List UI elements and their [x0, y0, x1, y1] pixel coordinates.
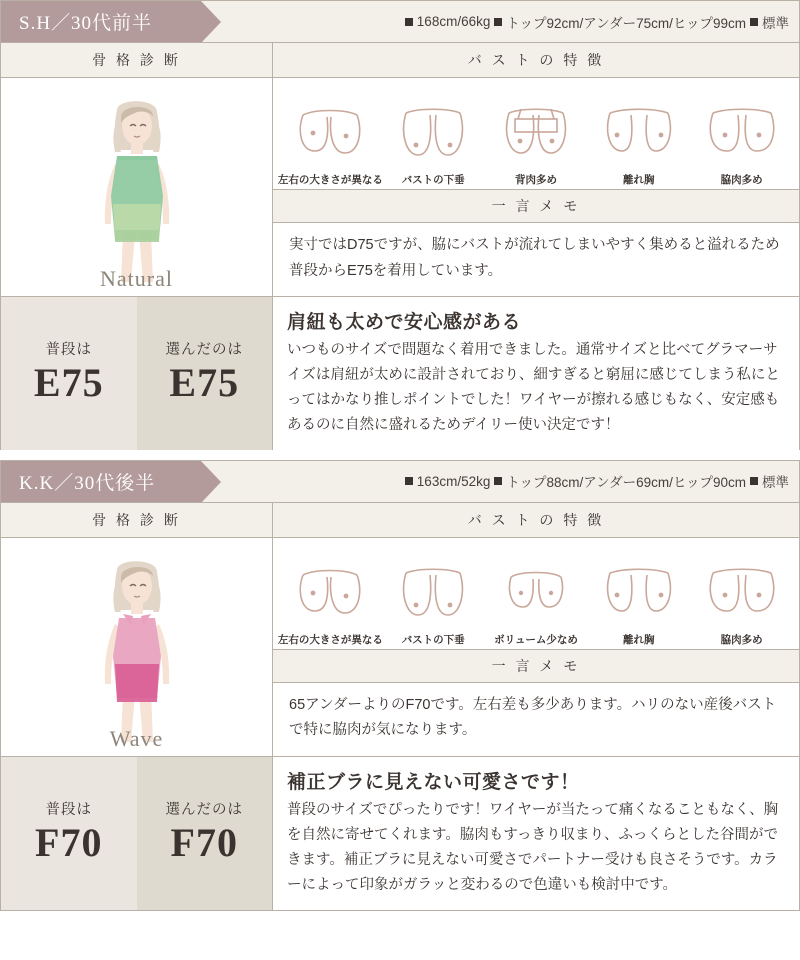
breast-uneven-icon [293, 105, 367, 169]
profile-header-1 [1, 1, 799, 43]
profile-upper-band-1 [1, 43, 799, 297]
chosen-size-value-1: E75 [169, 359, 240, 405]
memo-title-2: 一 言 メ モ [273, 649, 799, 683]
stat-build-2: 標準 [750, 471, 789, 491]
bust-feature-label: 背肉多め [514, 174, 557, 187]
skeleton-title-2: 骨 格 診 断 [1, 503, 272, 538]
usual-size-value-1: E75 [33, 359, 104, 405]
profile-lower-band-2 [1, 757, 799, 910]
breast-uneven-icon [293, 565, 367, 629]
bullet-square-icon [405, 18, 413, 26]
usual-size-cell-1 [1, 297, 137, 450]
chosen-size-value-2: F70 [170, 819, 238, 865]
bust-feature-item [693, 105, 791, 187]
bust-feature-label: 脇肉多め [720, 174, 763, 187]
bullet-square-icon [494, 18, 502, 26]
chosen-size-label-1: 選んだのは [165, 341, 243, 358]
usual-size-value-2: F70 [35, 819, 103, 865]
review-headline-1: 肩紐も太めで安心感がある [287, 312, 522, 333]
female-body-illustration-icon [47, 552, 227, 752]
bust-feature-label: 離れ胸 [623, 634, 655, 646]
memo-title-1: 一 言 メ モ [273, 189, 799, 223]
stat-measure-1: トップ92cm/アンダー75cm/ヒップ99cm [494, 12, 746, 32]
bust-feature-label: バストの下垂 [401, 174, 465, 187]
review-headline-2: 補正ブラに見えない可愛さです！ [287, 771, 580, 793]
profile-upper-band-2 [1, 503, 799, 757]
skeleton-title-1: 骨 格 診 断 [1, 43, 272, 78]
bust-feature-label: 左右の大きさが異なる [277, 174, 383, 187]
bust-feature-item [487, 105, 585, 187]
bust-feature-item [384, 105, 482, 187]
bullet-square-icon [494, 477, 502, 485]
body-figure-2 [1, 538, 272, 756]
bust-feature-item [487, 565, 585, 647]
back-fat-icon [499, 105, 573, 169]
bullet-square-icon [750, 477, 758, 485]
bust-feature-label: バストの下垂 [401, 634, 465, 646]
profile-stats-1 [201, 1, 799, 42]
section-divider [0, 450, 800, 460]
bust-features-2 [273, 538, 799, 649]
bust-feature-label: 左右の大きさが異なる [277, 634, 383, 646]
review-block-2 [273, 757, 799, 910]
breast-small-volume-icon [499, 565, 573, 629]
bust-feature-item [590, 105, 688, 187]
bust-title-2: バ ス ト の 特 徴 [273, 503, 799, 538]
profile-header-2 [1, 461, 799, 503]
bullet-square-icon [405, 477, 413, 485]
bust-feature-item [277, 565, 383, 647]
profile-stats-2 [201, 461, 799, 502]
stat-measure-2: トップ88cm/アンダー69cm/ヒップ90cm [494, 471, 746, 491]
usual-size-label-2: 普段は [45, 801, 92, 818]
bust-features-1 [273, 78, 799, 189]
profile-lower-band-1 [1, 297, 799, 450]
skeleton-column-2 [1, 503, 273, 756]
chosen-size-label-2: 選んだのは [165, 801, 243, 818]
profile-name-1: S.H／30代前半 [1, 1, 201, 42]
bust-title-1: バ ス ト の 特 徴 [273, 43, 799, 78]
stat-body-1: 168cm/66kg [405, 14, 491, 29]
stat-build-1: 標準 [750, 12, 789, 32]
bust-column-1 [273, 43, 799, 296]
side-fat-icon [705, 565, 779, 629]
usual-size-cell-2 [1, 757, 137, 910]
review-text-2: 普段のサイズでぴったりです！ワイヤーが当たって痛くなることもなく、胸を自然に寄せてくれます。脇肉もすっきり収まり、ふっくらとした谷間ができます。補正ブラに見えない可愛さでパートナー受けも良さそうです。カラーによって印象がガラッと変わるので色違いも検討中です。 [287, 801, 779, 893]
memo-body-2: 65アンダーよりのF70です。左右差も多少あります。ハリのない産後バストで特に脇肉が気になります。 [289, 697, 777, 739]
female-body-illustration-icon [47, 92, 227, 292]
bust-feature-item [277, 105, 383, 187]
skeleton-type-1: Natural [100, 266, 173, 291]
chosen-size-cell-2 [137, 757, 273, 910]
breast-wide-set-icon [602, 105, 676, 169]
bust-feature-item [693, 565, 791, 647]
bust-feature-label: ボリューム少なめ [494, 634, 578, 646]
profile-card-1 [0, 0, 800, 450]
breast-wide-set-icon [602, 565, 676, 629]
body-figure-1 [1, 78, 272, 296]
bust-feature-label: 離れ胸 [623, 174, 655, 187]
stat-body-2: 163cm/52kg [405, 474, 491, 489]
bust-column-2 [273, 503, 799, 756]
skeleton-type-2: Wave [109, 725, 164, 751]
review-block-1 [273, 297, 799, 450]
size-summary-1 [1, 297, 273, 450]
chosen-size-cell-1 [137, 297, 273, 450]
skeleton-column-1 [1, 43, 273, 296]
breast-sagging-icon [396, 105, 470, 169]
bust-feature-item [590, 565, 688, 647]
bust-feature-item [384, 565, 482, 647]
breast-sagging-icon [396, 565, 470, 629]
profile-card-2 [0, 460, 800, 911]
bust-feature-label: 脇肉多め [720, 634, 763, 646]
size-summary-2 [1, 757, 273, 910]
usual-size-label-1: 普段は [45, 341, 92, 358]
side-fat-icon [705, 105, 779, 169]
profile-name-2: K.K／30代後半 [1, 461, 201, 502]
bullet-square-icon [750, 18, 758, 26]
review-text-1: いつものサイズで問題なく着用できました。通常サイズと比べてグラマーサイズは肩紐が太めに設計されており、細すぎると窮屈に感じてしまう私にとってはかなり推しポイントでした！ワイヤーが擦れる感じもなく、安定感もあるのに自然に盛れるためデイリー使い決定です！ [287, 342, 780, 433]
memo-body-1: 実寸ではD75ですが、脇にバストが流れてしまいやすく集めると溢れるため普段からE75を着用しています。 [289, 237, 780, 279]
